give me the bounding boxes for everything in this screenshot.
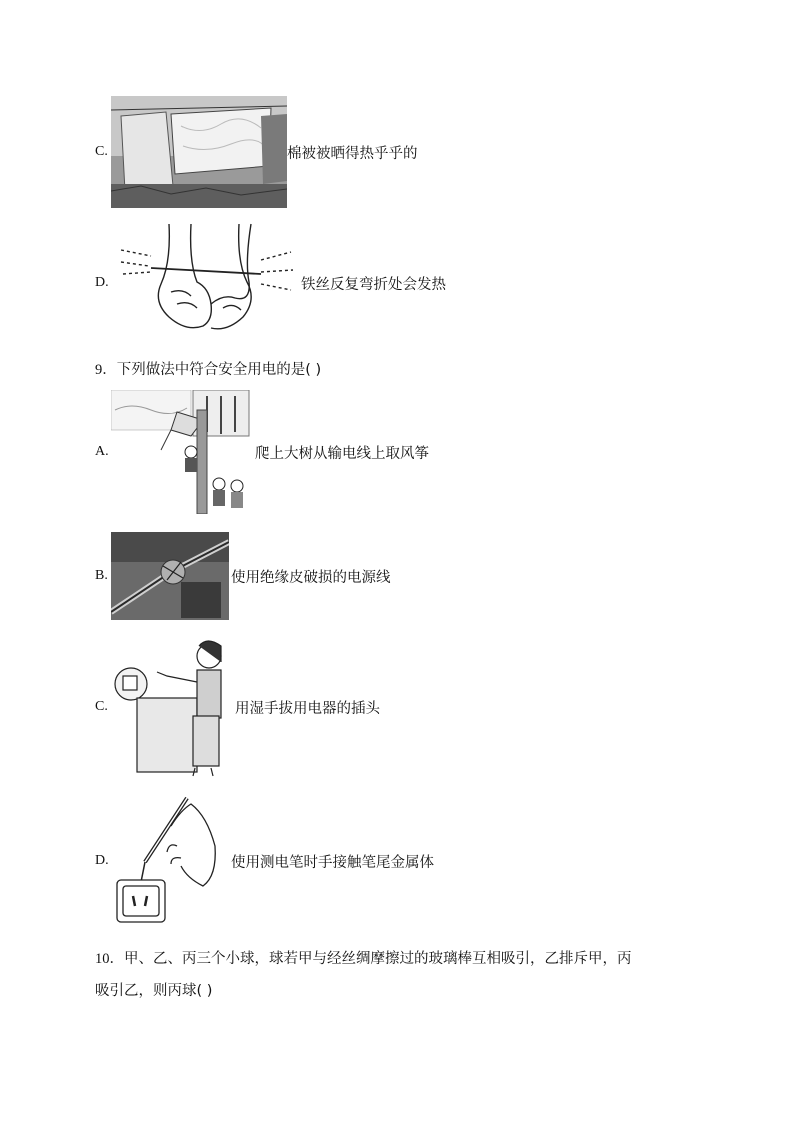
option-text: 棉被被晒得热乎乎的 [287,145,418,162]
option-text: 使用绝缘皮破损的电源线 [231,569,391,586]
option-c-q9 [95,636,380,778]
question-text: 甲、乙、丙三个小球，球若甲与经丝绸摩擦过的玻璃棒互相吸引，乙排斥甲，丙 [124,951,632,967]
option-text: 铁丝反复弯折处会发热 [301,276,446,293]
damaged-wire-image [111,532,229,620]
option-letter: D. [95,853,109,868]
option-letter: A. [95,444,109,459]
option-text: 爬上大树从输电线上取风筝 [255,445,429,462]
option-text: 用湿手拔用电器的插头 [235,700,380,717]
option-b-q9 [95,532,391,620]
option-a-q9 [95,390,429,514]
option-d-q8 [95,222,446,344]
quilt-drying-image [111,96,287,208]
question-9-stem [95,358,321,379]
option-c-q8 [95,96,418,208]
option-d-q9 [95,796,434,926]
question-text: 吸引乙，则丙球( ) [95,983,213,999]
question-number: 9． [95,362,117,378]
test-pen-image [111,796,227,926]
question-number: 10． [95,951,124,967]
question-text: 下列做法中符合安全用电的是( ) [116,362,322,378]
kite-tree-image [111,390,251,514]
question-10-line-1 [95,947,632,968]
option-text: 使用测电笔时手接触笔尾金属体 [231,854,434,871]
question-10-line-2 [95,979,212,1000]
wet-hand-plug-image [111,636,229,778]
option-letter: B. [95,568,108,583]
option-letter: C. [95,699,108,714]
bending-wire-hands-image [111,222,297,344]
option-letter: D. [95,275,109,290]
option-letter: C. [95,144,108,159]
